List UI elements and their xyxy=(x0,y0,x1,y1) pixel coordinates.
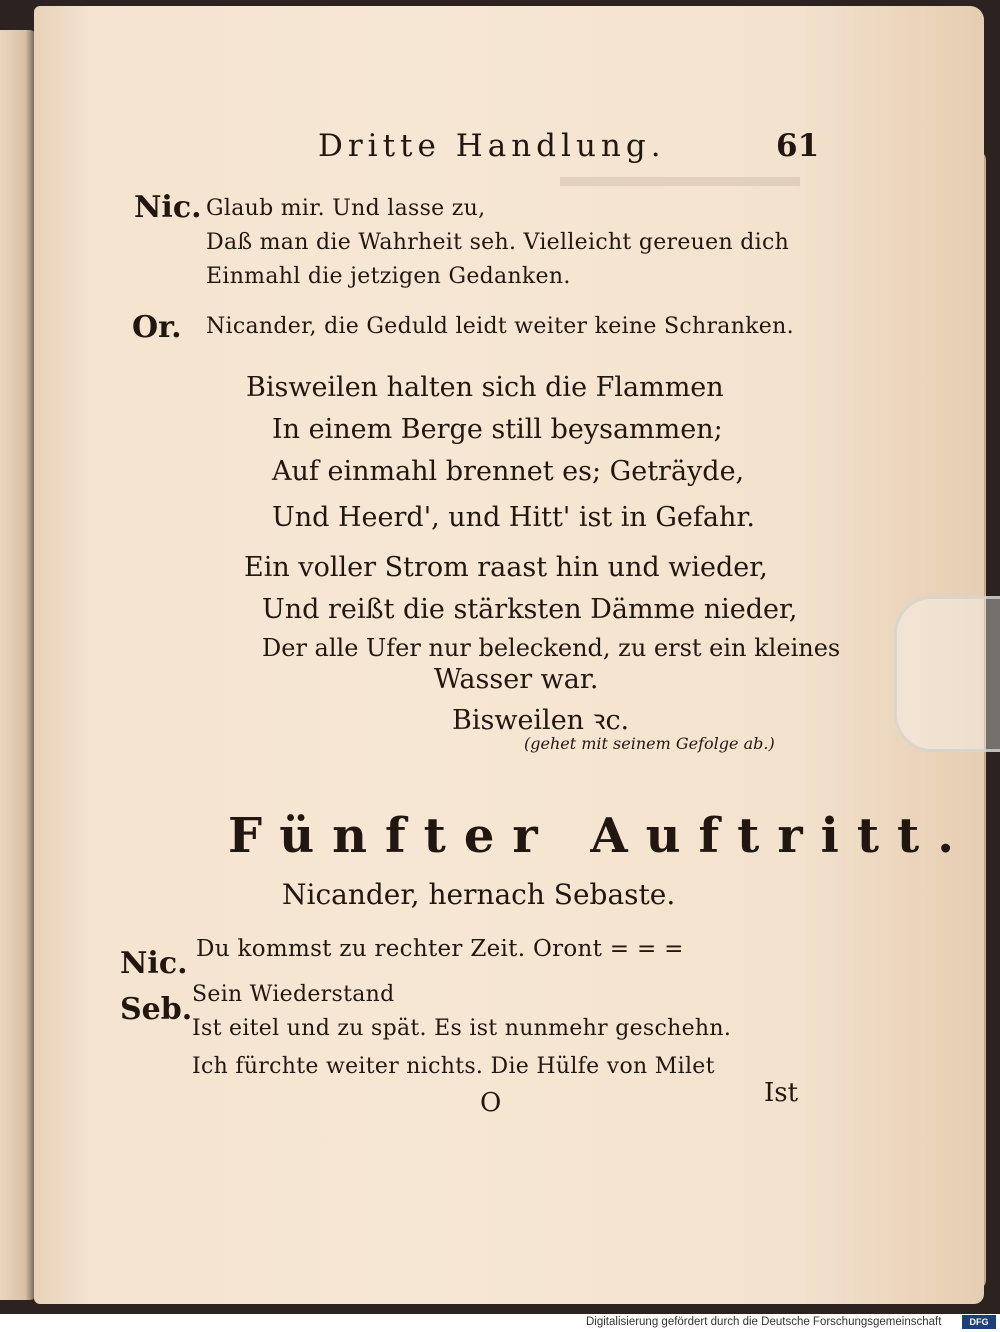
scene-heading: Fünfter Auftritt. xyxy=(228,808,972,864)
dialogue-line: Glaub mir. Und lasse zu, xyxy=(206,196,486,221)
aria-line: Und Heerd', und Hitt' ist in Gefahr. xyxy=(272,502,755,533)
dialogue-line: Ich fürchte weiter nichts. Die Hülfe von Milet xyxy=(192,1054,715,1079)
dialogue-line: Ist eitel und zu spät. Es ist nunmehr geschehn. xyxy=(192,1016,732,1041)
page-clip xyxy=(894,596,1000,752)
dialogue-line: Daß man die Wahrheit seh. Vielleicht gereuen dich xyxy=(206,230,790,255)
speaker-label: Seb. xyxy=(120,992,193,1027)
aria-line: Und reißt die stärksten Dämme nieder, xyxy=(262,594,798,625)
catchword: Ist xyxy=(764,1078,799,1108)
aria-line: Auf einmahl brennet es; Geträyde, xyxy=(272,456,745,487)
aria-line: Wasser war. xyxy=(434,664,599,695)
dialogue-line: Sein Wiederstand xyxy=(192,982,395,1007)
speaker-label: Nic. xyxy=(120,946,188,981)
signature-mark: O xyxy=(480,1088,502,1118)
aria-line: Bisweilen ꝛc. xyxy=(452,705,630,736)
stage-direction: (gehet mit seinem Gefolge ab.) xyxy=(524,734,775,753)
aria-line: Der alle Ufer nur beleckend, zu erst ein kleines xyxy=(262,634,841,662)
bleed-through: ▬▬▬▬▬▬▬▬ xyxy=(560,160,800,193)
aria-line: Bisweilen halten sich die Flammen xyxy=(246,372,724,403)
dfg-logo: DFG xyxy=(962,1315,996,1329)
footer-credit: Digitalisierung gefördert durch die Deutsche Forschungsgemeinschaft xyxy=(586,1316,942,1328)
speaker-label: Nic. xyxy=(134,190,202,225)
left-page-edge xyxy=(0,30,36,1300)
dialogue-line: Nicander, die Geduld leidt weiter keine Schranken. xyxy=(206,314,794,339)
speaker-label: Or. xyxy=(132,310,182,345)
scene-characters: Nicander, hernach Sebaste. xyxy=(282,878,676,911)
dialogue-line: Du kommst zu rechter Zeit. Oront = = = xyxy=(196,936,684,962)
aria-line: In einem Berge still beysammen; xyxy=(272,414,723,445)
running-title: Dritte Handlung. xyxy=(318,128,666,164)
dialogue-line: Einmahl die jetzigen Gedanken. xyxy=(206,264,571,289)
aria-line: Ein voller Strom raast hin und wieder, xyxy=(244,552,768,583)
page-number: 61 xyxy=(776,128,820,164)
